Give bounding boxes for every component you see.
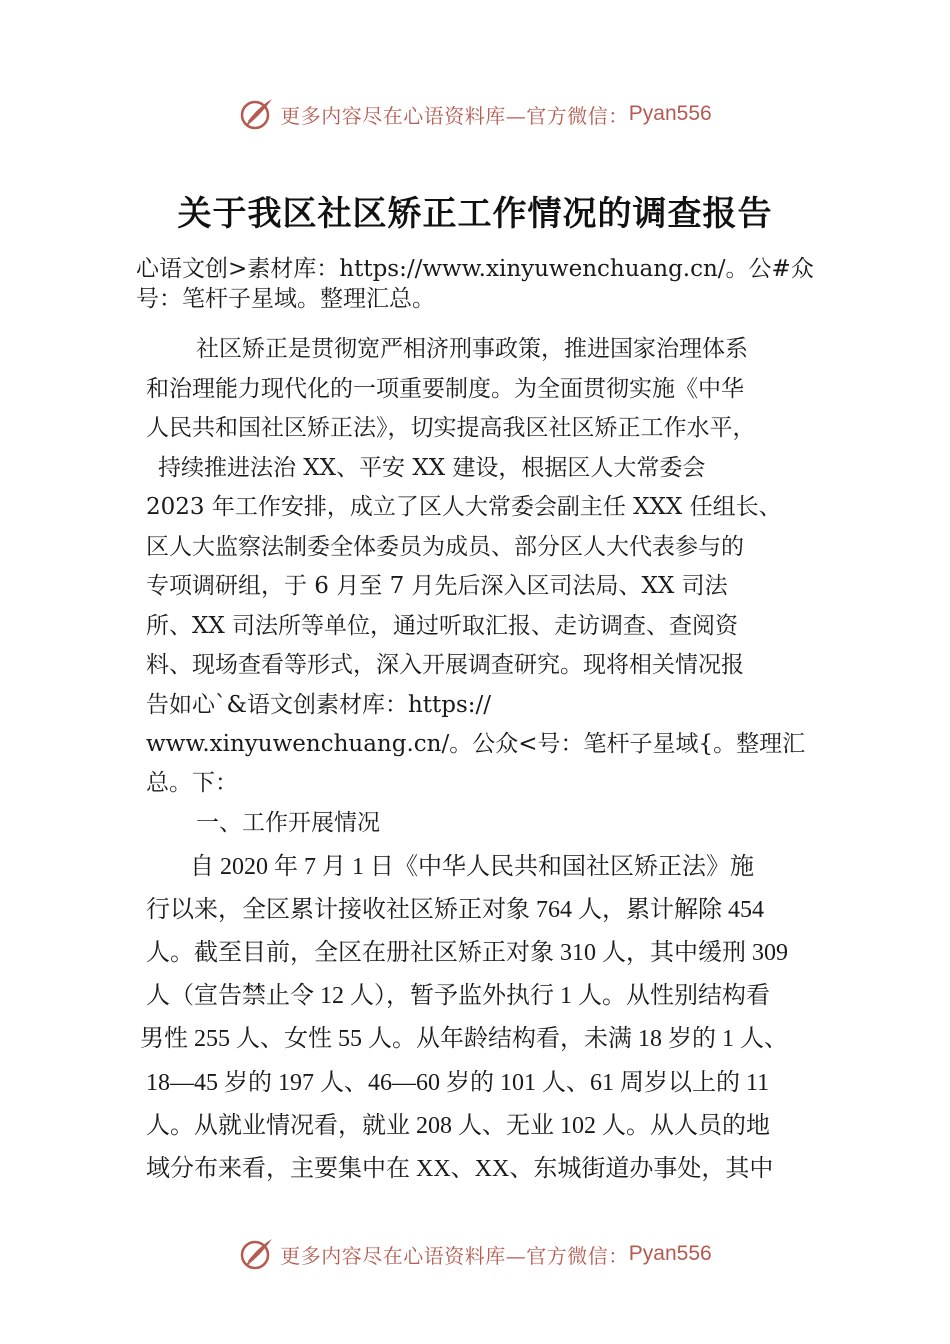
paragraph-line: 人。从就业情况看，就业 208 人、无业 102 人。从人员的地: [146, 1113, 770, 1139]
paragraph-line: 人民共和国社区矫正法》，切实提高我区社区矫正工作水平，: [146, 415, 756, 441]
document-title: 关于我区社区矫正工作情况的调查报告: [177, 194, 773, 234]
banner-wechat-id: Pyan556: [628, 102, 712, 125]
logo-quill-icon: [238, 1235, 276, 1273]
paragraph-line: 18—45 岁的 197 人、46—60 岁的 101 人、61 周岁以上的 11: [146, 1070, 770, 1096]
paragraph-line: 域分布来看，主要集中在 XX、XX、东城街道办事处，其中: [146, 1156, 774, 1182]
footer-banner: [0, 1232, 950, 1276]
paragraph-line: 社区矫正是贯彻宽严相济刑事政策，推进国家治理体系: [196, 336, 748, 362]
source-line: 心语文创>素材库：https://www.xinyuwenchuang.cn/。公#众: [136, 256, 814, 282]
paragraph-line: 人。截至目前，全区在册社区矫正对象 310 人，其中缓刑 309: [146, 940, 788, 966]
paragraph-line: 男性 255 人、女性 55 人。从年龄结构看，未满 18 岁的 1 人、: [140, 1026, 788, 1052]
banner-text: 更多内容尽在心语资料库—官方微信：: [280, 103, 629, 128]
paragraph-line: 自 2020 年 7 月 1 日《中华人民共和国社区矫正法》施: [190, 854, 754, 880]
logo-quill-icon: [238, 95, 276, 133]
paragraph-line: 行以来，全区累计接收社区矫正对象 764 人，累计解除 454: [146, 897, 764, 923]
paragraph-line: 所、XX 司法所等单位，通过听取汇报、走访调查、查阅资: [146, 613, 739, 639]
paragraph-line: 专项调研组，于 6 月至 7 月先后深入区司法局、XX 司法: [146, 573, 728, 599]
paragraph-line: 和治理能力现代化的一项重要制度。为全面贯彻实施《中华: [146, 376, 744, 402]
source-line: 号：笔杆子星域。整理汇总。: [136, 286, 435, 312]
paragraph-line: 告如心`&语文创素材库：https://: [146, 692, 492, 718]
paragraph-line: www.xinyuwenchuang.cn/。公众<号：笔杆子星域{。整理汇: [146, 731, 806, 757]
paragraph-line: 2023 年工作安排，成立了区人大常委会副主任 XXX 任组长、: [146, 494, 782, 520]
paragraph-line: 持续推进法治 XX、平安 XX 建设，根据区人大常委会: [158, 455, 706, 481]
section-heading: 一、工作开展情况: [196, 810, 380, 836]
banner-wechat-id: Pyan556: [628, 1242, 712, 1265]
paragraph-line: 人（宣告禁止令 12 人），暂予监外执行 1 人。从性别结构看: [146, 983, 770, 1009]
banner-text: 更多内容尽在心语资料库—官方微信：: [280, 1243, 629, 1268]
paragraph-line: 料、现场查看等形式，深入开展调查研究。现将相关情况报: [146, 652, 744, 678]
paragraph-line: 区人大监察法制委全体委员为成员、部分区人大代表参与的: [146, 534, 744, 560]
paragraph-line: 总。下：: [146, 770, 238, 796]
header-banner: [0, 92, 950, 136]
